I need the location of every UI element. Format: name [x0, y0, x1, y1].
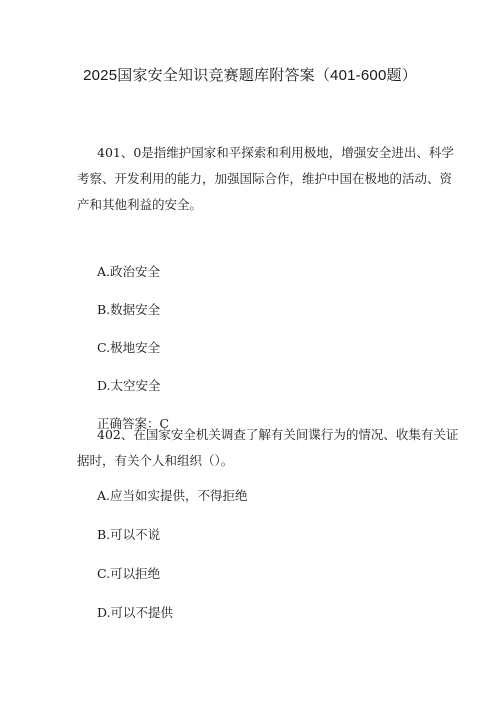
- option-b: B.可以不说: [97, 527, 161, 542]
- correct-answer: 正确答案：C: [97, 416, 170, 431]
- stem-line-1: 402、在国家安全机关调查了解有关间谍行为的情况、收集有关证: [97, 427, 459, 442]
- option-c: C.可以拒绝: [97, 566, 161, 581]
- stem-line-1: 401、0是指维护国家和平探索和利用极地，增强安全进出、科学: [97, 145, 454, 160]
- stem-line-3: 产和其他利益的安全。: [77, 197, 203, 212]
- option-a: A.应当如实提供，不得拒绝: [97, 488, 248, 503]
- stem-line-2: 据时，有关个人和组织（）。: [77, 453, 234, 468]
- option-a: A.政治安全: [97, 264, 161, 279]
- stem-line-2: 考察、开发利用的能力，加强国际合作，维护中国在极地的活动、资: [77, 171, 453, 186]
- option-d: D.太空安全: [97, 378, 161, 393]
- question-stem: [77, 422, 459, 474]
- option-c: C.极地安全: [97, 340, 161, 355]
- question-stem: [77, 140, 454, 218]
- document-title: 2025国家安全知识竞赛题库附答案（401-600题）: [83, 67, 417, 84]
- option-d: D.可以不提供: [97, 605, 174, 620]
- option-b: B.数据安全: [97, 302, 161, 317]
